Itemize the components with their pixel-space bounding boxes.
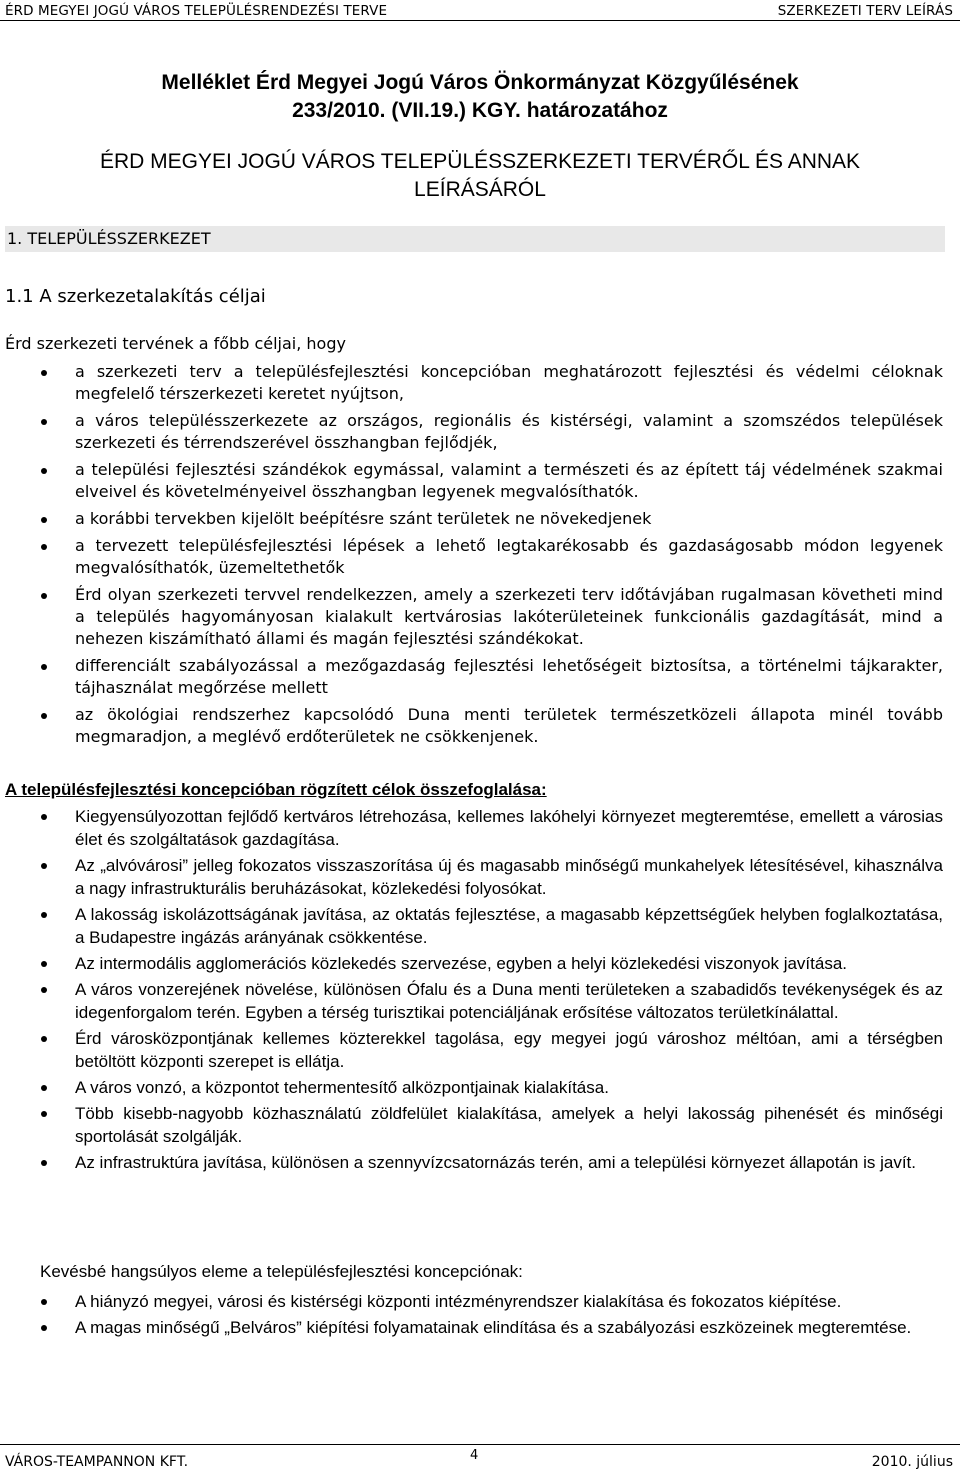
title-line-3: ÉRD MEGYEI JOGÚ VÁROS TELEPÜLÉSSZERKEZETI TERVÉRŐL ÉS ANNAK	[99, 150, 861, 173]
bullet-icon	[41, 912, 47, 918]
bullet-icon	[41, 544, 47, 550]
footer-rule	[0, 1444, 960, 1445]
header-section-title: SZERKEZETI TERV LEÍRÁS	[777, 3, 953, 19]
title-line-4: LEÍRÁSÁRÓL	[414, 178, 546, 201]
list-item: Érd olyan szerkezeti tervvel rendelkezzen, amely a szerkezeti terv időtávjában rugalmasan követheti mind a település hagyományosan kialakult kertvárosias lakóterületeinek funkcionális gazdagítását, mind a nehezen kiszámítható állami és magán fejlesztési szándékokat.	[0, 584, 960, 650]
list-item: Az intermodális agglomerációs közlekedés szervezése, egyben a helyi közlekedési viszonyok javítása.	[0, 952, 960, 975]
section-heading: 1. TELEPÜLÉSSZERKEZET	[7, 229, 211, 248]
list-item: a tervezett településfejlesztési lépések a lehető legtakarékosabb és gazdaságosabb módon legyenek megvalósíthatók, üzemeltethetők	[0, 535, 960, 579]
section-heading-bar	[5, 226, 945, 252]
list-item: az ökológiai rendszerhez kapcsolódó Duna menti területek természetközeli állapota minél tovább megmaradjon, a meglévő erdőterületek ne csökkenjenek.	[0, 704, 960, 748]
bullet-icon	[41, 863, 47, 869]
title-line-1: Melléklet Érd Megyei Jogú Város Önkormányzat Közgyűlésének	[161, 71, 799, 94]
list-item: A város vonzerejének növelése, különösen Ófalu és a Duna menti területeken a szabadidős tevékenységek és az idegenforgalom terén. Egyben a térség turisztikai potenciáljának erősítése változatos területkínálattal.	[0, 978, 960, 1024]
list-item: Az „alvóvárosi” jelleg fokozatos visszaszorítása új és magasabb minőségű munkahelyek létesítésével, kihasználva a nagy infrastrukturális beruházásokat, közlekedési folyosókat.	[0, 854, 960, 900]
list-item: A város vonzó, a központot tehermentesítő alközpontjainak kialakítása.	[0, 1076, 960, 1099]
summary-list	[0, 805, 960, 1174]
list-item: Több kisebb-nagyobb közhasználatú zöldfelület kialakítása, amelyek a helyi lakosság pihenését és minőségi sportolását szolgálják.	[0, 1102, 960, 1148]
bullet-icon	[41, 1085, 47, 1091]
bullet-icon	[41, 713, 47, 719]
list-item: A hiányzó megyei, városi és kistérségi központi intézményrendszer kialakítása és fokozatos kiépítése.	[0, 1290, 960, 1313]
list-item: a korábbi tervekben kijelölt beépítésre szánt területek ne növekedjenek	[0, 508, 960, 530]
goals-list	[0, 361, 960, 748]
bullet-icon	[41, 961, 47, 967]
bullet-icon	[41, 1036, 47, 1042]
bullet-icon	[41, 664, 47, 670]
page-number: 4	[470, 1448, 479, 1463]
bullet-icon	[41, 1160, 47, 1166]
list-item: differenciált szabályozással a mezőgazdaság fejlesztési lehetőségeit biztosítsa, a történelmi tájkarakter, tájhasználat megőrzése mellett	[0, 655, 960, 699]
bullet-icon	[41, 468, 47, 474]
bullet-icon	[41, 1111, 47, 1117]
list-item: Kiegyensúlyozottan fejlődő kertváros létrehozása, kellemes lakóhelyi környezet megteremtése, emellett a városias élet és szolgáltatások gazdagítása.	[0, 805, 960, 851]
bullet-icon	[41, 1325, 47, 1331]
page-header	[0, 0, 960, 22]
lesser-heading: Kevésbé hangsúlyos eleme a településfejlesztési koncepciónak:	[40, 1262, 523, 1281]
subsection-heading: 1.1 A szerkezetalakítás céljai	[5, 286, 266, 307]
bullet-icon	[41, 593, 47, 599]
list-item: A lakosság iskolázottságának javítása, az oktatás fejlesztése, a magasabb képzettségűek helyben foglalkoztatása, a Budapestre ingázás arányának csökkentése.	[0, 903, 960, 949]
page-footer	[0, 1440, 960, 1475]
bullet-icon	[41, 370, 47, 376]
bullet-icon	[41, 987, 47, 993]
list-item: Az infrastruktúra javítása, különösen a szennyvízcsatornázás terén, ami a települési környezet állapotán is javít.	[0, 1151, 960, 1174]
list-item: Érd városközpontjának kellemes közterekkel tagolása, egy megyei jogú városhoz méltóan, ami a térségben betöltött központi szerepet is ellátja.	[0, 1027, 960, 1073]
intro-text: Érd szerkezeti tervének a főbb céljai, hogy	[5, 334, 346, 353]
list-item: a város településszerkezete az országos, regionális és kistérségi, valamint a szomszédos települések szerkezeti és térrendszerével összhangban fejlődjék,	[0, 410, 960, 454]
header-document-title: ÉRD MEGYEI JOGÚ VÁROS TELEPÜLÉSRENDEZÉSI TERVE	[5, 3, 388, 19]
bullet-icon	[41, 1299, 47, 1305]
footer-date: 2010. július	[871, 1454, 953, 1470]
bullet-icon	[41, 419, 47, 425]
list-item: a szerkezeti terv a településfejlesztési koncepcióban meghatározott fejlesztési és védelmi céloknak megfelelő térszerkezeti keretet nyújtson,	[0, 361, 960, 405]
lesser-list	[0, 1290, 960, 1339]
title-line-2: 233/2010. (VII.19.) KGY. határozatához	[292, 99, 668, 122]
list-item: a települési fejlesztési szándékok egymással, valamint a természeti és az épített táj védelmének szakmai elveivel és követelményeivel összhangban legyenek megvalósíthatók.	[0, 459, 960, 503]
bullet-icon	[41, 814, 47, 820]
header-rule	[0, 20, 960, 21]
bullet-icon	[41, 517, 47, 523]
list-item: A magas minőségű „Belváros” kiépítési folyamatainak elindítása és a szabályozási eszközeinek megteremtése.	[0, 1316, 960, 1339]
summary-heading: A településfejlesztési koncepcióban rögzített célok összefoglalása:	[5, 780, 547, 799]
footer-company: VÁROS-TEAMPANNON KFT.	[5, 1454, 189, 1470]
